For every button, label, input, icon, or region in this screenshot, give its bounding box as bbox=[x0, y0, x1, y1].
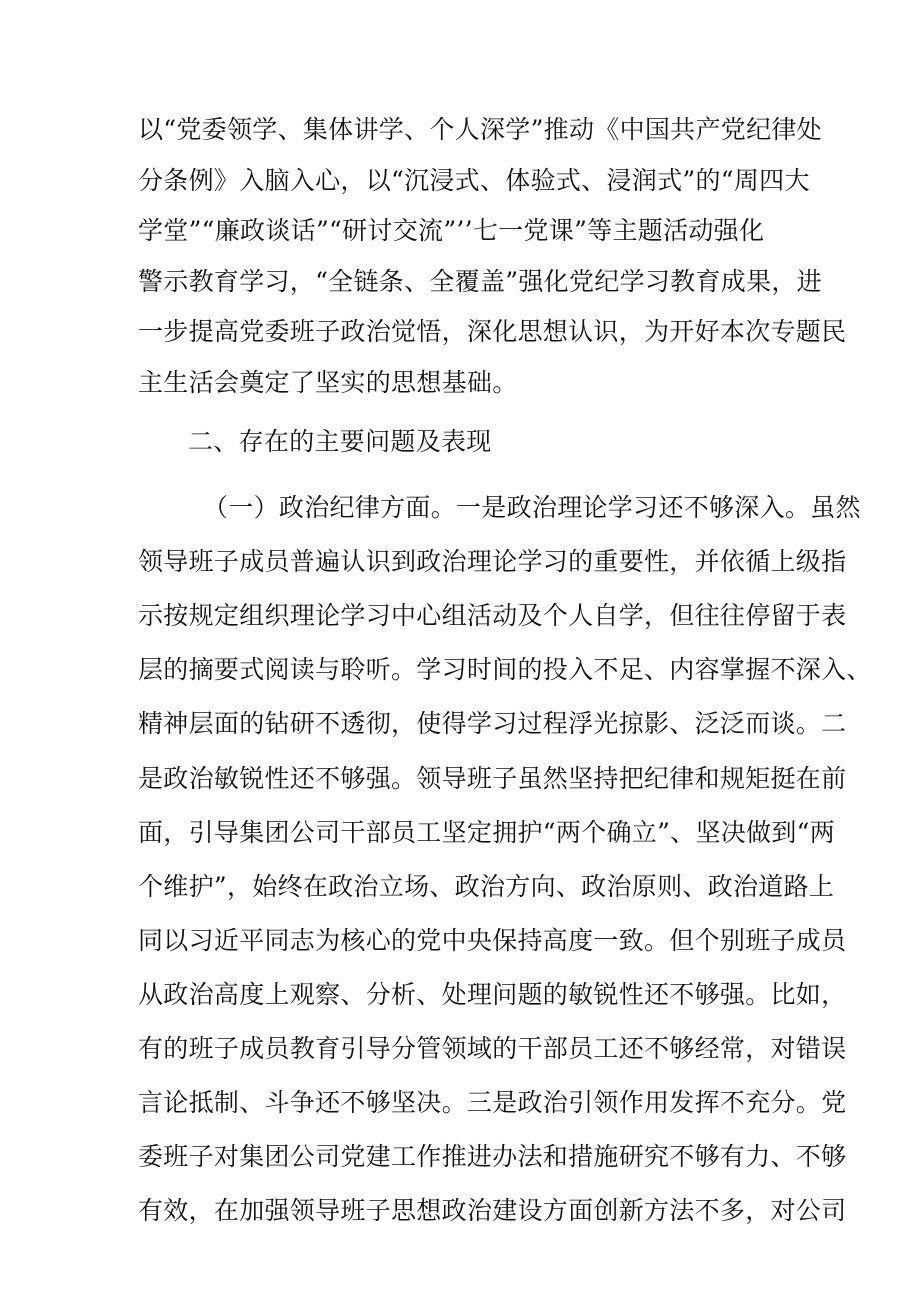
paragraph-line: （一）政治纪律方面。一是政治理论学习还不够深入。虽然 bbox=[203, 493, 861, 522]
paragraph-line: 领导班子成员普遍认识到政治理论学习的重要性，并依循上级指 bbox=[138, 547, 847, 576]
paragraph-line: 有的班子成员教育引导分管领域的干部员工还不够经常，对错误 bbox=[138, 1034, 847, 1063]
paragraph-line: 主生活会奠定了坚实的思想基础。 bbox=[138, 368, 518, 397]
paragraph-line: 分条例》入脑入心，以“沉浸式、体验式、浸润式”的“周四大 bbox=[138, 166, 810, 195]
paragraph-line: 一步提高党委班子政治觉悟，深化思想认识，为开好本次专题民 bbox=[138, 317, 847, 346]
paragraph-line: 有效，在加强领导班子思想政治建设方面创新方法不多，对公司 bbox=[138, 1196, 847, 1225]
paragraph-line: 精神层面的钻研不透彻，使得学习过程浮光掠影、泛泛而谈。二 bbox=[138, 709, 847, 738]
paragraph-line: 以“党委领学、集体讲学、个人深学”推动《中国共产党纪律处 bbox=[138, 115, 822, 144]
section-heading: 二、存在的主要问题及表现 bbox=[188, 427, 492, 456]
paragraph-line: 学堂”“廉政谈话”“研讨交流”’’七一党课”等主题活动强化 bbox=[138, 216, 765, 245]
paragraph-line: 示按规定组织理论学习中心组活动及个人自学，但往往停留于表 bbox=[138, 601, 847, 630]
paragraph-line: 同以习近平同志为核心的党中央保持高度一致。但个别班子成员 bbox=[138, 926, 847, 955]
paragraph-line: 面，引导集团公司干部员工坚定拥护“两个确立”、坚决做到“两 bbox=[138, 818, 836, 847]
paragraph-line: 是政治敏锐性还不够强。领导班子虽然坚持把纪律和规矩挺在前 bbox=[138, 764, 847, 793]
paragraph-line: 层的摘要式阅读与聆听。学习时间的投入不足、内容掌握不深入、 bbox=[138, 655, 872, 684]
paragraph-line: 从政治高度上观察、分析、处理问题的敏锐性还不够强。比如， bbox=[138, 980, 847, 1009]
paragraph-line: 委班子对集团公司党建工作推进办法和措施研究不够有力、不够 bbox=[138, 1142, 847, 1171]
paragraph-line: 个维护”，始终在政治立场、政治方向、政治原则、政治道路上 bbox=[138, 872, 835, 901]
paragraph-line: 警示教育学习，“全链条、全覆盖”强化党纪学习教育成果，进 bbox=[138, 267, 822, 296]
paragraph-line: 言论抵制、斗争还不够坚决。三是政治引领作用发挥不充分。党 bbox=[138, 1088, 847, 1117]
